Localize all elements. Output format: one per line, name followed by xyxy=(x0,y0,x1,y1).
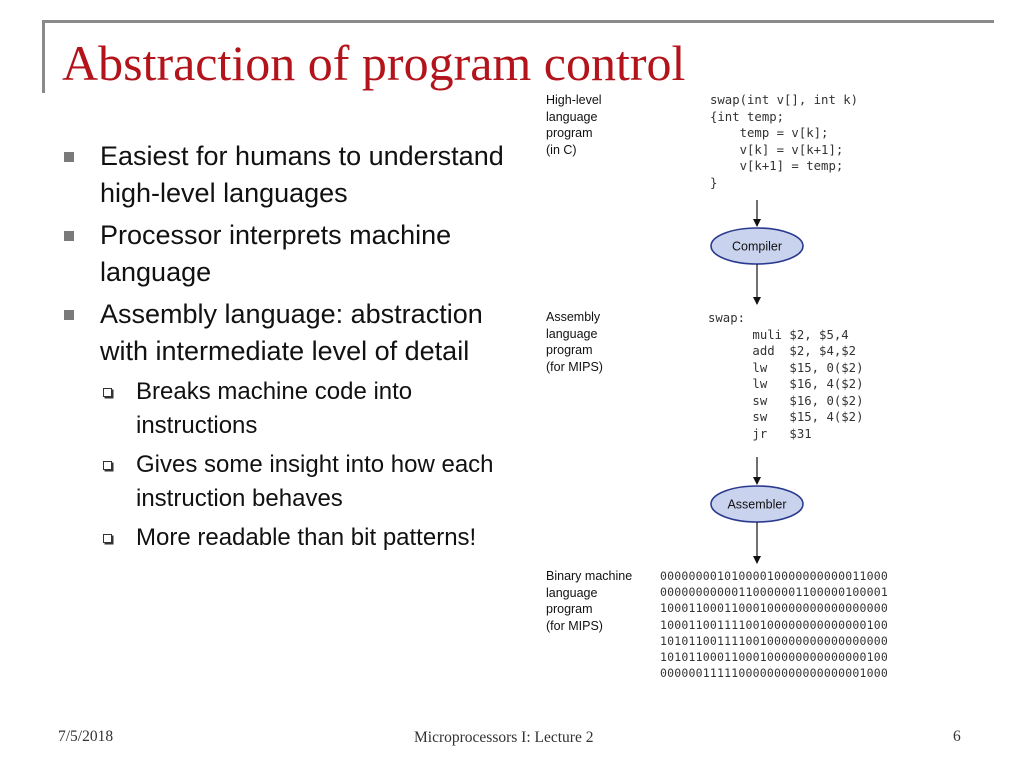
sub-bullet-text: More readable than bit patterns! xyxy=(136,524,477,551)
sub-bullet-text: Breaks machine code into instructions xyxy=(136,378,413,439)
assembler-text: Assembler xyxy=(727,497,787,512)
binary-code: 00000000101000010000000000011000 00000000000110000001100000100001 10001100011000100000000000000000 10001100111100100000000000000100 10101100111100100000000000000000 10101100011000100000000000000100 00000011111000000000000000001000 xyxy=(660,569,888,681)
binary-label: Binary machine language program (for MIPS) xyxy=(546,569,633,633)
bullet-text: Assembly language: abstraction with intermediate level of detail xyxy=(100,299,483,366)
slide-number: 6 xyxy=(953,728,961,745)
slide-title: Abstraction of program control xyxy=(62,35,686,91)
sub-bullet-text: Gives some insight into how each instruction behaves xyxy=(136,451,494,512)
assembly-code: swap: muli $2, $5,4 add $2, $4,$2 lw $15, 0($2) lw $16, 4($2) sw $16, 0($2) sw $15, 4($2) jr $31 xyxy=(708,311,864,441)
high-level-label: High-level language program (in C) xyxy=(546,93,602,157)
assembly-label: Assembly language program (for MIPS) xyxy=(546,310,603,374)
c-source-code: swap(int v[], int k) {int temp; temp = v[k]; v[k] = v[k+1]; v[k+1] = temp; } xyxy=(710,93,859,190)
bullet-text: Processor interprets machine language xyxy=(100,220,452,287)
footer-date: 7/5/2018 xyxy=(58,728,114,745)
bullet-text: Easiest for humans to understand high-level languages xyxy=(100,141,504,208)
footer-title: Microprocessors I: Lecture 2 xyxy=(414,729,594,746)
compiler-text: Compiler xyxy=(731,239,783,254)
